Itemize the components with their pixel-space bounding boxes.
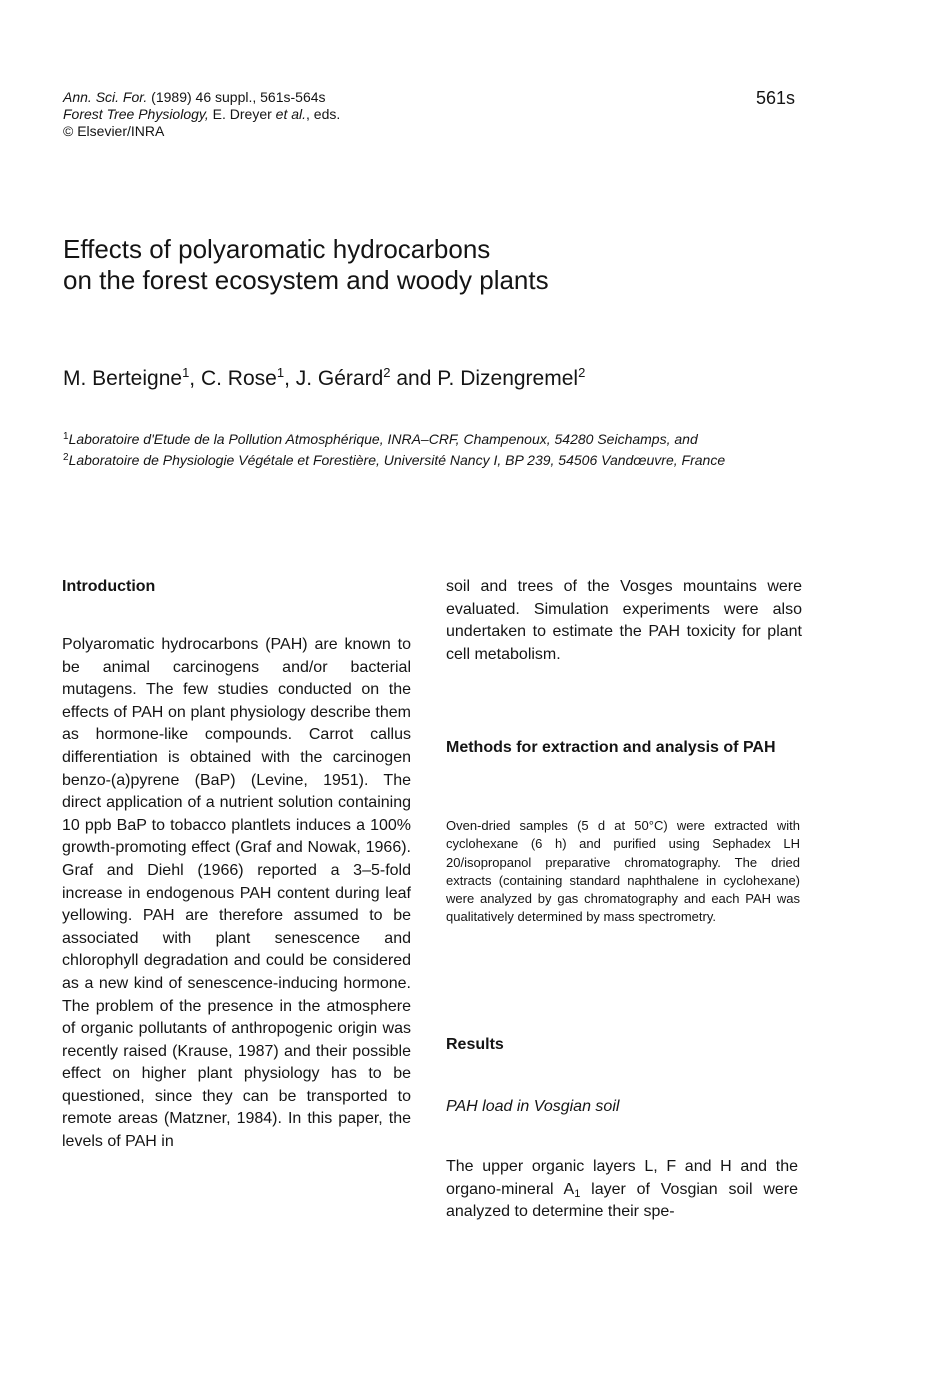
affiliation-mark: 1 bbox=[63, 431, 69, 442]
book-editors: E. Dreyer bbox=[208, 106, 276, 122]
affiliation bbox=[63, 430, 798, 448]
citation-line bbox=[63, 89, 563, 106]
results-text bbox=[446, 1156, 798, 1224]
et-al: et al. bbox=[275, 106, 307, 122]
author-affiliation-mark: 2 bbox=[578, 365, 586, 380]
introduction-continuation: soil and trees of the Vosges mountains were evaluated. Simulation experiments were also undertaken to estimate the PAH toxicity for plant cell metabolism. bbox=[446, 578, 802, 663]
journal-masthead bbox=[63, 89, 563, 140]
affiliation-text: Laboratoire de Physiologie Végétale et Forestière, Université Nancy I, BP 239, 54506 Vandœuvre, France bbox=[68, 452, 726, 468]
results-subheading: PAH load in Vosgian soil bbox=[446, 1098, 620, 1115]
journal-volume: (1989) 46 suppl., 561s-564s bbox=[147, 89, 326, 105]
affiliations bbox=[63, 430, 798, 472]
author-name: M. Berteigne bbox=[63, 367, 183, 390]
book-title: Forest Tree Physiology, bbox=[63, 106, 209, 122]
author-list bbox=[63, 367, 585, 391]
introduction-text: Polyaromatic hydrocarbons (PAH) are known to be animal carcinogens and/or bacterial mutagens. The few studies conducted on the effects of PAH on plant physiology describe them as hormone-like compounds. Carrot callus differentiation is obtained with the carcinogen benzo-(a)pyrene (BaP) (Levine, 1951). The direct application of a nutrient solution containing 10 ppb BaP to tobacco plantlets induces a 100% growth-promoting effect (Graf and Nowak, 1966). Graf and Diehl (1966) reported a 3–5-fold increase in endogenous PAH content during leaf yellowing. PAH are therefore assumed to be associated with plant senescence and chlorophyll degradation and could be considered as a new kind of senescence-inducing hormone. The problem of the presence in the atmosphere of organic pollutants of anthropogenic origin was recently raised (Krause, 1987) and their possible effect on higher plant physiology has to be questioned, since they can be transported to remote areas (Matzner, 1984). In this paper, the levels of PAH in bbox=[62, 636, 411, 1151]
results-text-part: layer of Vosgian soil were analyzed to determine their spe- bbox=[446, 1180, 798, 1221]
affiliation bbox=[63, 451, 798, 469]
introduction-heading: Introduction bbox=[62, 578, 156, 595]
author-separator: and bbox=[390, 367, 438, 390]
title-line-2: on the forest ecosystem and woody plants bbox=[63, 265, 549, 295]
title-line-1: Effects of polyaromatic hydrocarbons bbox=[63, 234, 491, 264]
author-affiliation-mark: 1 bbox=[182, 365, 190, 380]
author-affiliation-mark: 2 bbox=[383, 365, 391, 380]
results-heading: Results bbox=[446, 1036, 504, 1053]
author-affiliation-mark: 1 bbox=[276, 365, 285, 380]
article-title bbox=[63, 234, 863, 296]
book-line bbox=[63, 106, 563, 123]
methods-heading: Methods for extraction and analysis of PAH bbox=[446, 739, 776, 756]
journal-name: Ann. Sci. For. bbox=[63, 89, 148, 105]
author-separator: , bbox=[284, 367, 296, 390]
author-name: P. Dizengremel bbox=[437, 367, 579, 390]
results-text-part: The upper organic layers L, F and H and the organo-mineral A bbox=[446, 1158, 798, 1198]
author-name: C. Rose bbox=[200, 367, 277, 390]
copyright-line: © Elsevier/INRA bbox=[63, 123, 165, 139]
eds-label: , eds. bbox=[306, 106, 341, 122]
methods-text: Oven-dried samples (5 d at 50°C) were extracted with cyclohexane (6 h) and purified using Sephadex LH 20/isopropanol preparative chromatography. The dried extracts (containing standard naphthalene in cyclohexane) were analyzed by gas chromatography and each PAH was qualitatively determined by mass spectrometry. bbox=[446, 818, 800, 925]
page-number: 561s bbox=[756, 88, 796, 108]
affiliation-text: Laboratoire d'Etude de la Pollution Atmosphérique, INRA–CRF, Champenoux, 54280 Seichamps, and bbox=[68, 431, 698, 447]
affiliation-mark: 2 bbox=[63, 452, 69, 463]
layer-subscript: 1 bbox=[574, 1187, 581, 1200]
author-name: J. Gérard bbox=[295, 367, 384, 390]
author-separator: , bbox=[189, 367, 201, 390]
